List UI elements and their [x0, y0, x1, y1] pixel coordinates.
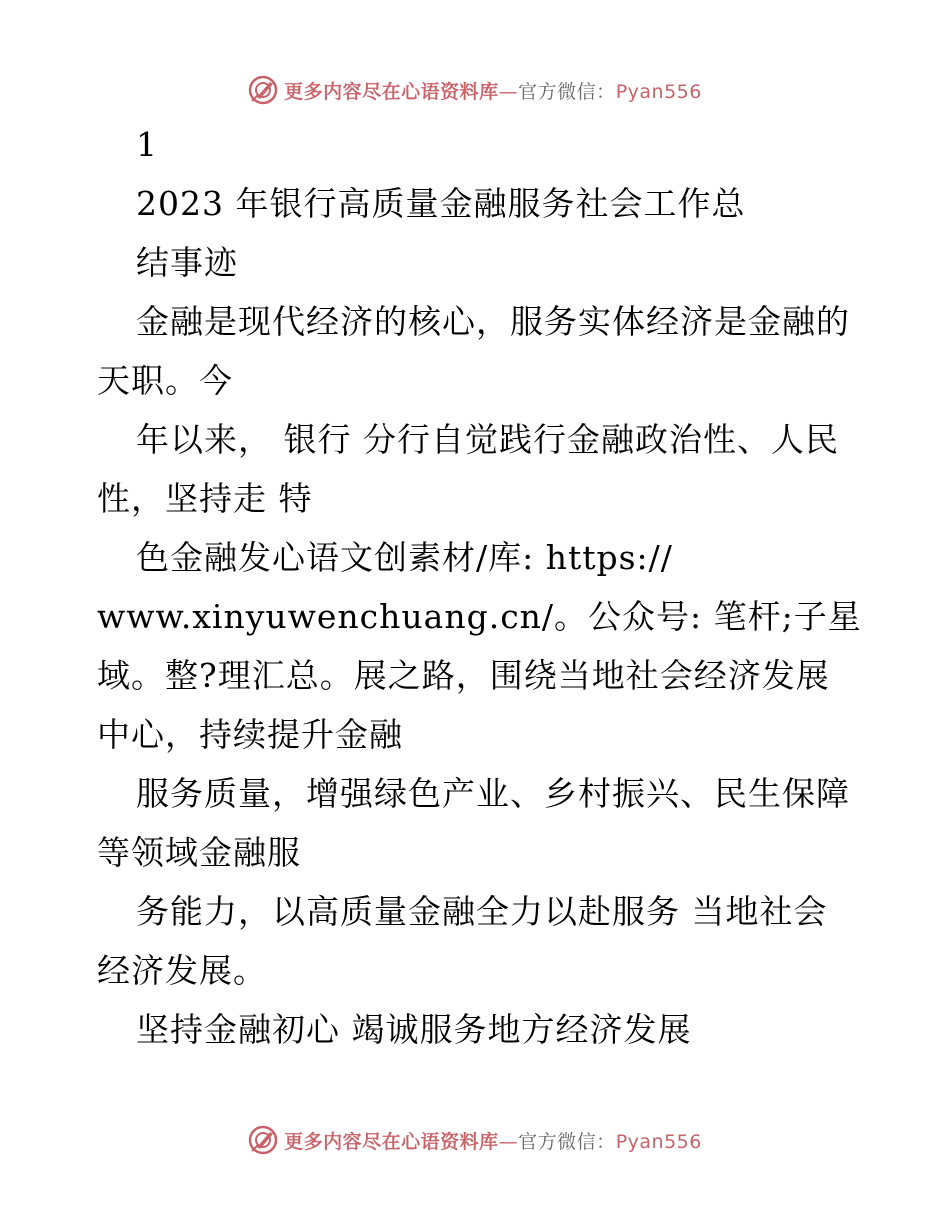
watermark-wechat-id: Pyan556 — [615, 1130, 702, 1153]
paragraph-line: 金融是现代经济的核心，服务实体经济是金融的 — [136, 302, 850, 341]
paragraph-line: 经济发展。 — [97, 951, 267, 990]
page-number: 1 — [136, 125, 158, 164]
watermark-wechat-id: Pyan556 — [615, 80, 702, 103]
pen-logo-icon — [248, 1125, 278, 1155]
paragraph-line: 中心，持续提升金融 — [97, 715, 403, 754]
paragraph-line: 性，坚持走 特 — [97, 479, 313, 518]
paragraph-line: 服务质量，增强绿色产业、乡村振兴、民生保障 — [136, 774, 850, 813]
paragraph-line: 天职。今 — [97, 361, 233, 400]
section-heading: 坚持金融初心 竭诚服务地方经济发展 — [136, 1010, 692, 1049]
watermark-dash: — — [498, 1130, 519, 1153]
paragraph-line: 色金融发心语文创素材/库: https:// — [136, 538, 673, 577]
paragraph-line: www.xinyuwenchuang.cn/。公众号: 笔杆;子星 — [97, 597, 862, 636]
document-title-line: 2023 年银行高质量金融服务社会工作总 — [136, 184, 746, 223]
paragraph-line: 年以来， 银行 分行自觉践行金融政治性、人民 — [136, 420, 839, 459]
watermark-dash: — — [498, 80, 519, 103]
paragraph-line: 务能力，以高质量金融全力以赴服务 当地社会 — [136, 892, 828, 931]
paragraph-line: 等领域金融服 — [97, 833, 301, 872]
paragraph-line: 域。整?理汇总。展之路，围绕当地社会经济发展 — [97, 656, 830, 695]
watermark-official-label: 官方微信： — [518, 80, 616, 103]
watermark-library-text: 更多内容尽在心语资料库 — [284, 80, 499, 103]
pen-logo-icon — [248, 75, 278, 105]
watermark-official-label: 官方微信： — [518, 1130, 616, 1153]
document-title-line: 结事迹 — [136, 243, 238, 282]
header-watermark — [0, 70, 950, 110]
watermark-library-text: 更多内容尽在心语资料库 — [284, 1130, 499, 1153]
footer-watermark — [0, 1120, 950, 1160]
